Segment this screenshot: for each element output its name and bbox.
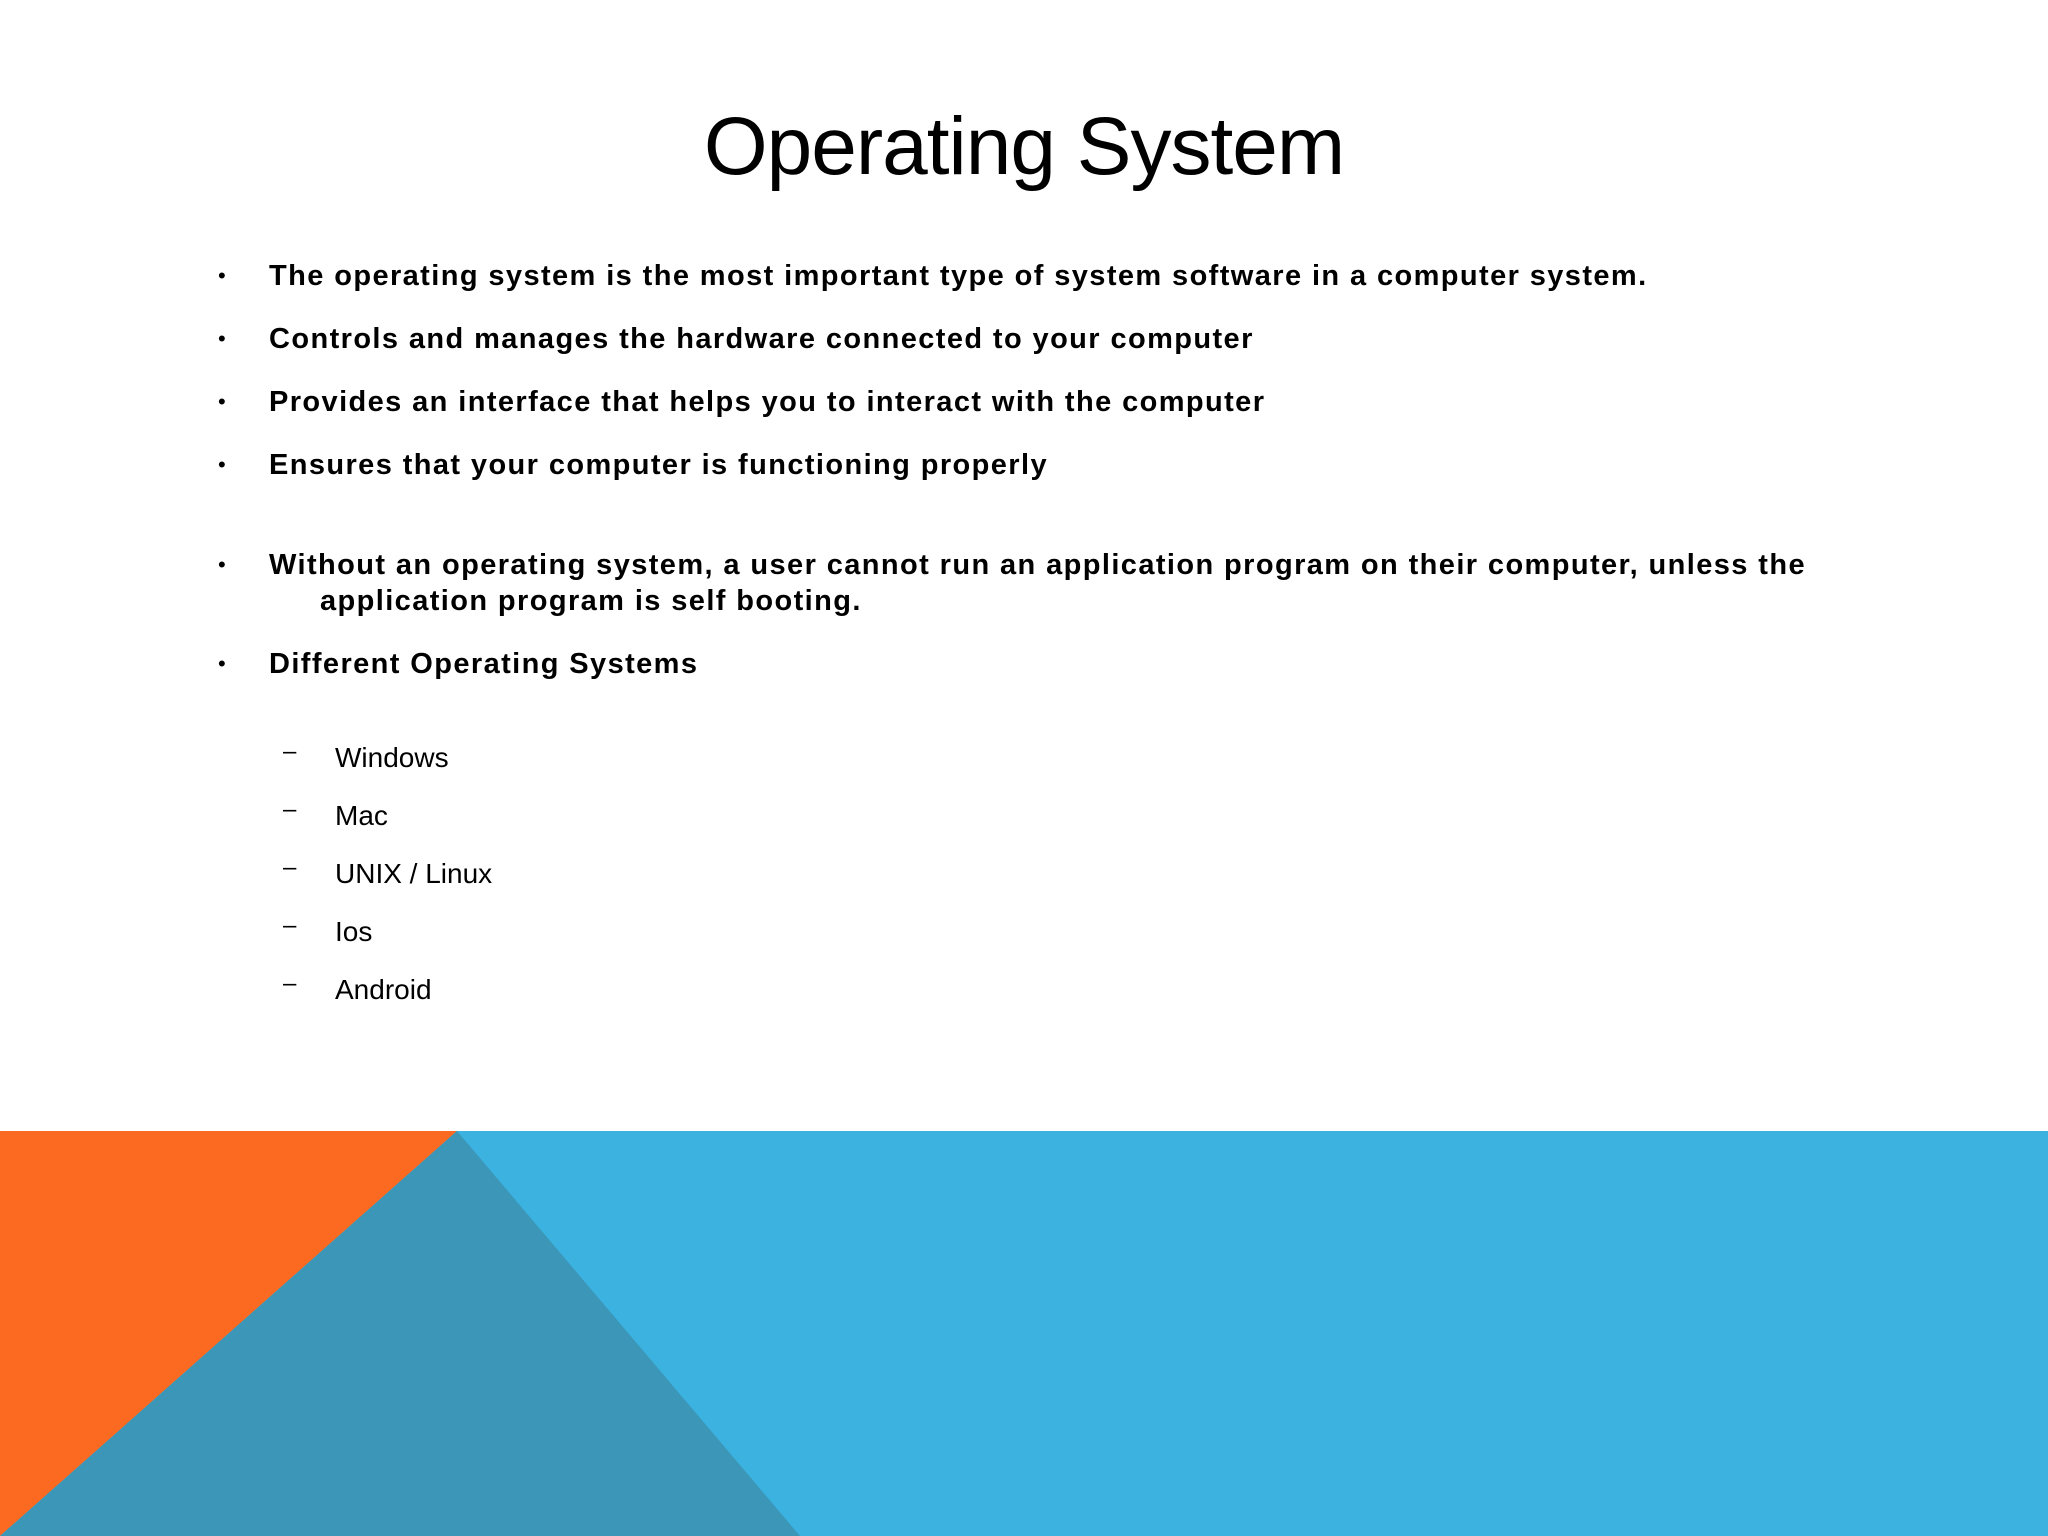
bullet-text-line1: Without an operating system, a user cannot run an application program on their computer, unless the [269, 549, 1806, 581]
os-list-item [283, 798, 492, 856]
os-list-item [283, 740, 492, 798]
bullet-item [218, 258, 1858, 294]
bullet-item [218, 547, 1858, 619]
slide-title: Operating System [703, 101, 1345, 192]
dash-icon: – [283, 970, 297, 997]
os-list-item [283, 914, 492, 972]
bullet-dot-icon: • [218, 552, 228, 577]
bullet-text: Provides an interface that helps you to interact with the computer [269, 386, 1266, 418]
os-name: UNIX / Linux [335, 858, 493, 889]
dash-icon: – [283, 738, 297, 765]
bullet-dot-icon: • [218, 389, 228, 414]
dash-icon: – [283, 796, 297, 823]
bullet-text: The operating system is the most important type of system software in a computer system. [269, 260, 1648, 292]
bullet-text: Different Operating Systems [269, 648, 699, 680]
bullet-dot-icon: • [218, 263, 228, 288]
bullet-dot-icon: • [218, 326, 228, 351]
bullet-dot-icon: • [218, 651, 228, 676]
bullet-item [218, 646, 1858, 682]
bullet-text: Ensures that your computer is functioning properly [269, 449, 1048, 481]
dash-icon: – [283, 912, 297, 939]
bullet-item [218, 447, 1858, 483]
bullet-text-line2: application program is self booting. [320, 585, 862, 617]
decorative-footer-shapes [0, 1131, 2048, 1536]
os-list-item [283, 972, 492, 1030]
os-list-item [283, 856, 492, 914]
bullet-dot-icon: • [218, 452, 228, 477]
os-name: Mac [335, 800, 388, 831]
os-name: Windows [335, 742, 449, 773]
os-name: Android [335, 974, 432, 1005]
bullet-text: Controls and manages the hardware connected to your computer [269, 323, 1254, 355]
dash-icon: – [283, 854, 297, 881]
bullet-item [218, 384, 1858, 420]
os-name: Ios [335, 916, 373, 947]
os-sub-list [283, 740, 492, 1030]
bullet-list [218, 258, 1858, 709]
bullet-item [218, 321, 1858, 357]
